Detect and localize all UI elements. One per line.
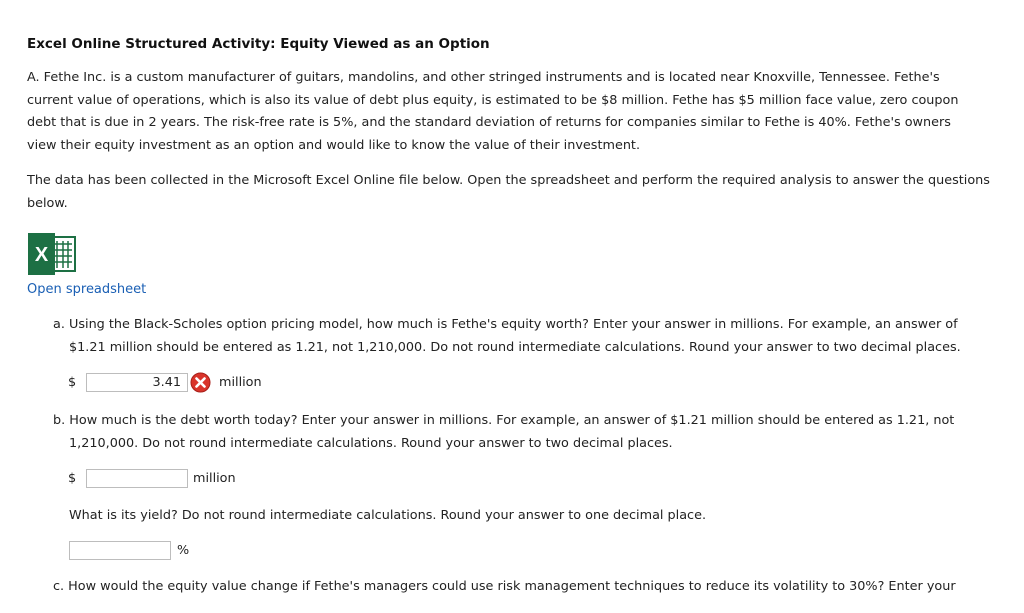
svg-text:X: X (34, 244, 49, 266)
yield-question: What is its yield? Do not round intermediate calculations. Round your answer to one decimal place. (69, 508, 707, 523)
question-c: c. How would the equity value change if Fethe's managers could use risk management techniques to reduce its volatility to 30%? Enter your (53, 579, 956, 594)
question-a: a. Using the Black-Scholes option pricing model, how much is Fethe's equity worth? Enter your answer in millions. For example, an answer of $1.21 million should be entered as 1.21, not 1,210,000. Do not round intermediate calculations. Round your answer to two decimal places. (53, 317, 961, 355)
currency-symbol: $ (68, 375, 77, 390)
excel-icon[interactable] (27, 232, 77, 276)
unit-label: million (193, 471, 236, 486)
yield-input[interactable] (69, 541, 171, 560)
data-note: The data has been collected in the Microsoft Excel Online file below. Open the spreadsheet and perform the required analysis to answer the questions below. (27, 173, 990, 211)
open-spreadsheet-link[interactable]: Open spreadsheet (27, 282, 147, 297)
incorrect-icon (190, 372, 211, 393)
problem-statement: A. Fethe Inc. is a custom manufacturer of guitars, mandolins, and other stringed instruments and is located near Knoxville, Tennessee. Fethe's current value of operations, which is also its value of debt plus equity, is estimated to be $8 million. Fethe has $5 million face value, zero coupon debt that is due in 2 years. The risk-free rate is 5%, and the standard deviation of returns for companies similar to Fethe is 40%. Fethe's owners view their equity investment as an option and would like to know the value of their investment. (27, 70, 959, 153)
question-b: b. How much is the debt worth today? Enter your answer in millions. For example, an answer of $1.21 million should be entered as 1.21, not 1,210,000. Do not round intermediate calculations. Round your answer to two decimal places. (53, 413, 955, 451)
page-title: Excel Online Structured Activity: Equity Viewed as an Option (27, 36, 490, 52)
currency-symbol: $ (68, 471, 77, 486)
debt-value-input[interactable] (86, 469, 188, 488)
equity-value-input[interactable]: 3.41 (86, 373, 188, 392)
percent-label: % (177, 543, 190, 558)
unit-label: million (219, 375, 262, 390)
